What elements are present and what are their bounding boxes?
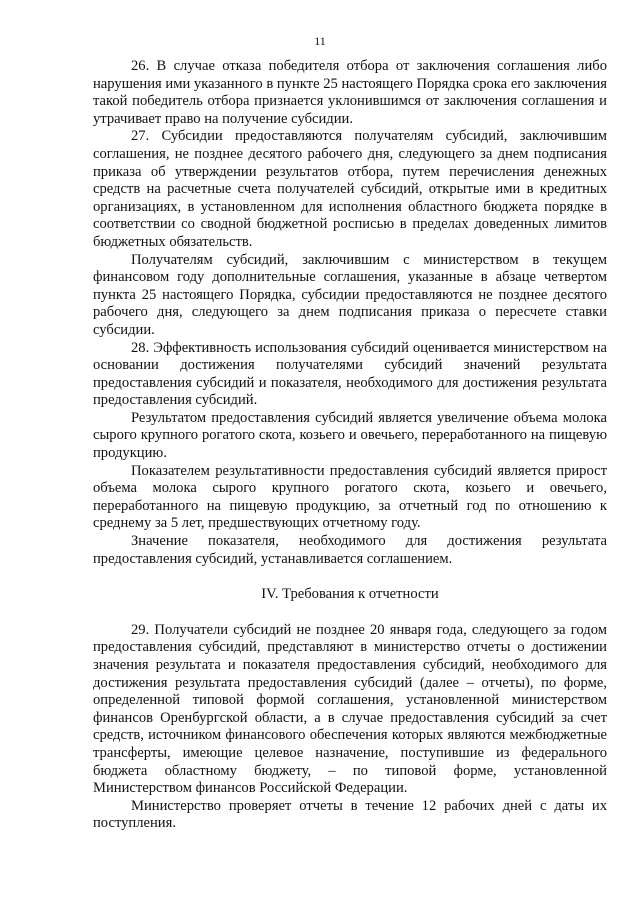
paragraph-28-indicator: Показателем результативности предоставления субсидий является прирост объема молока сырого крупного рогатого скота, козьего и овечьего, переработанного на пищевую продукцию, за отчетный год по отношению к среднему за 5 лет, предшествующих отчетному году. [93, 462, 607, 532]
paragraph-29: 29. Получатели субсидий не позднее 20 января года, следующего за годом предоставления субсидий, представляют в министерство отчеты о достижении значения результата и показателя предоставления субсидий, необходимого для достижения результата предоставления субсидий (далее – отчеты), по форме, определенной типовой формой соглашения, установленной министерством финансов Оренбургской области, а в случае предоставления субсидий за счет средств, источником финансового обеспечения которых являются межбюджетные трансферты, имеющие целевое назначение, поступившие из федерального бюджета областному бюджету, – по типовой форме, установленной Министерством финансов Российской Федерации. [93, 621, 607, 797]
paragraph-27: 27. Субсидии предоставляются получателям субсидий, заключившим соглашения, не позднее десятого рабочего дня, следующего за днем подписания приказа об утверждении результатов отбора, путем перечисления денежных средств на расчетные счета получателей субсидий, открытые ими в кредитных организациях, в установленном для исполнения областного бюджета порядке в соответствии со сводной бюджетной росписью в пределах доведенных лимитов бюджетных обязательств. [93, 128, 607, 250]
document-body [93, 58, 607, 833]
section-heading: IV. Требования к отчетности [261, 586, 439, 603]
paragraph-28-result: Результатом предоставления субсидий является увеличение объема молока сырого крупного рогатого скота, козьего и овечьего, переработанного на пищевую продукцию. [93, 409, 607, 462]
paragraph-26: 26. В случае отказа победителя отбора от заключения соглашения либо нарушения ими указанного в пункте 25 настоящего Порядка срока его заключения такой победитель отбора признается уклонившимся от заключения соглашения и утрачивает право на получение субсидии. [93, 58, 607, 127]
paragraph-28-value: Значение показателя, необходимого для достижения результата предоставления субсидий, устанавливается соглашением. [93, 533, 607, 567]
paragraph-28: 28. Эффективность использования субсидий оценивается министерством на основании достижения получателями субсидий значений результата предоставления субсидий и показателя, необходимого для достижения результата предоставления субсидий. [93, 339, 607, 409]
page-number: 11 [314, 34, 326, 48]
paragraph-27-addendum: Получателям субсидий, заключившим с министерством в текущем финансовом году дополнительные соглашения, указанные в абзаце четвертом пункта 25 настоящего Порядка, субсидии предоставляются не позднее десятого рабочего дня, следующего за днем подписания приказа о пересчете ставки субсидии. [93, 251, 607, 338]
paragraph-29-check: Министерство проверяет отчеты в течение 12 рабочих дней с даты их поступления. [93, 797, 607, 832]
